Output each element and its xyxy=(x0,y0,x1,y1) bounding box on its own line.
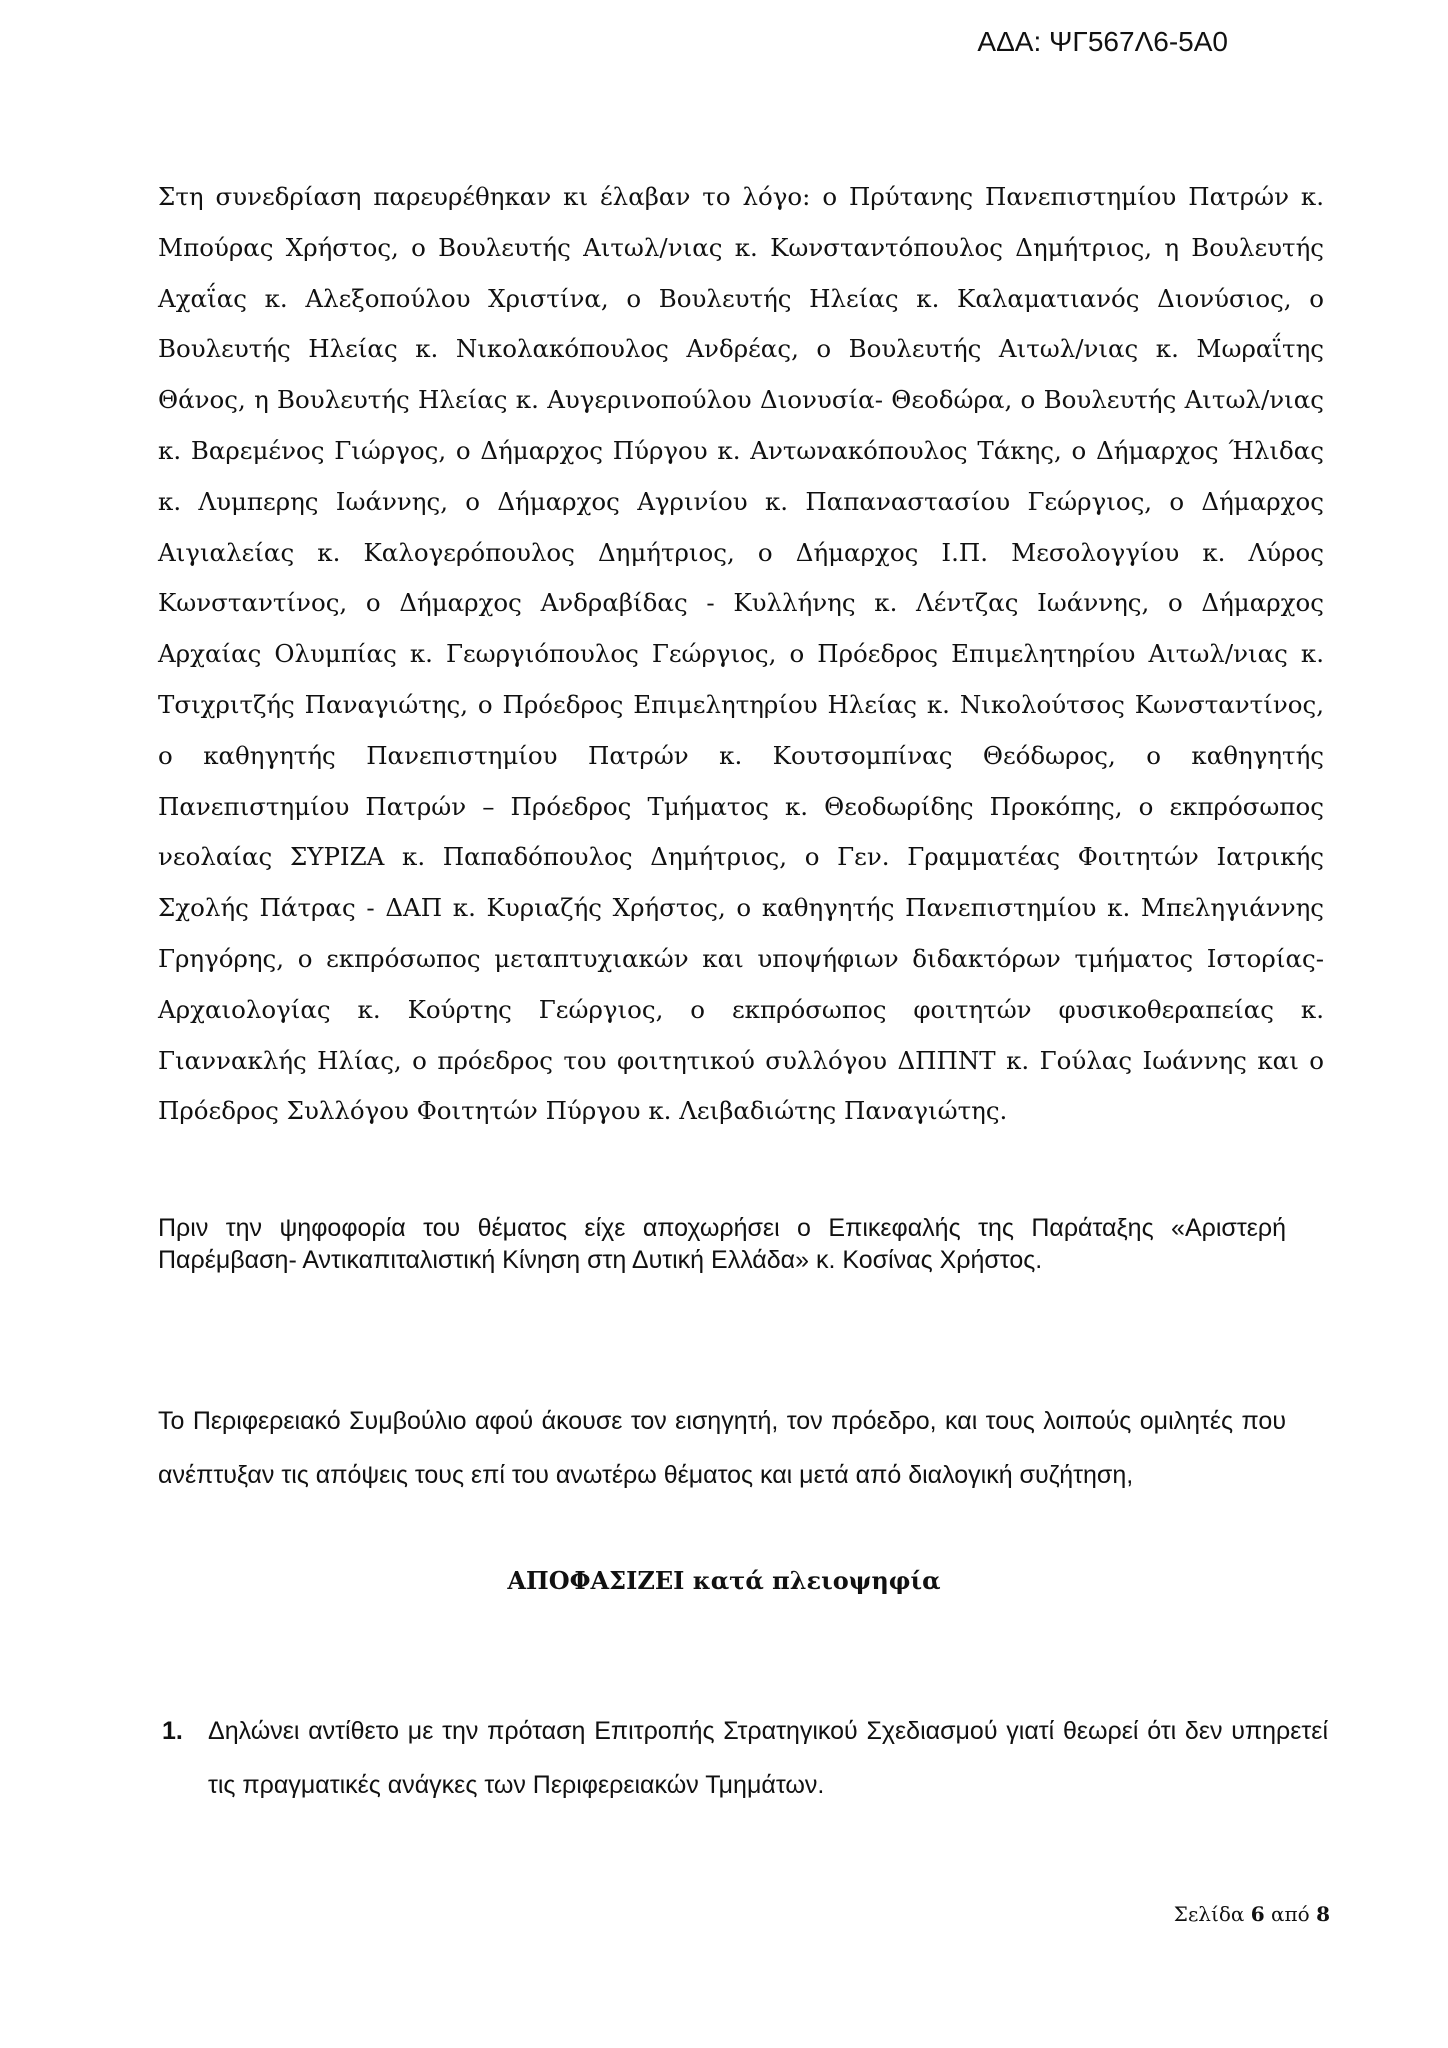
page-current: 6 xyxy=(1250,1902,1265,1926)
page-total: 8 xyxy=(1316,1902,1330,1926)
decision-item xyxy=(162,1704,1328,1812)
page-word: Σελίδα xyxy=(1173,1902,1245,1926)
ada-code: ΑΔΑ: ΨΓ567Λ6-5Α0 xyxy=(977,26,1228,57)
of-word: από xyxy=(1271,1902,1310,1926)
attendees-paragraph: Στη συνεδρίαση παρευρέθηκαν κι έλαβαν το λόγο: ο Πρύτανης Πανεπιστημίου Πατρών κ. Μπούρας Χρήστος, ο Βουλευτής Αιτωλ/νιας κ. Κωνσταντόπουλος Δημήτριος, η Βουλευτής Αχαΐας κ. Αλεξοπούλου Χριστίνα, ο Βουλευτής Ηλείας κ. Καλαματιανός Διονύσιος, ο Βουλευτής Ηλείας κ. Νικολακόπουλος Ανδρέας, ο Βουλευτής Αιτωλ/νιας κ. Μωραΐτης Θάνος, η Βουλευτής Ηλείας κ. Αυγερινοπούλου Διονυσία- Θεοδώρα, ο Βουλευτής Αιτωλ/νιας κ. Βαρεμένος Γιώργος, ο Δήμαρχος Πύργου κ. Αντωνακόπουλος Τάκης, ο Δήμαρχος Ήλιδας κ. Λυμπερης Ιωάννης, ο Δήμαρχος Αγρινίου κ. Παπαναστασίου Γεώργιος, ο Δήμαρχος Αιγιαλείας κ. Καλογερόπουλος Δημήτριος, ο Δήμαρχος Ι.Π. Μεσολογγίου κ. Λύρος Κωνσταντίνος, ο Δήμαρχος Ανδραβίδας - Κυλλήνης κ. Λέντζας Ιωάννης, ο Δήμαρχος Αρχαίας Ολυμπίας κ. Γεωργιόπουλος Γεώργιος, ο Πρόεδρος Επιμελητηρίου Αιτωλ/νιας κ. Τσιχριτζής Παναγιώτης, ο Πρόεδρος Επιμελητηρίου Ηλείας κ. Νικολούτσος Κωνσταντίνος, ο καθηγητής Πανεπιστημίου Πατρών κ. Κουτσομπίνας Θεόδωρος, ο καθηγητής Πανεπιστημίου Πατρών – Πρόεδρος Τμήματος κ. Θεοδωρίδης Προκόπης, ο εκπρόσωπος νεολαίας ΣΥΡΙΖΑ κ. Παπαδόπουλος Δημήτριος, ο Γεν. Γραμματέας Φοιτητών Ιατρικής Σχολής Πάτρας - ΔΑΠ κ. Κυριαζής Χρήστος, ο καθηγητής Πανεπιστημίου κ. Μπεληγιάννης Γρηγόρης, ο εκπρόσωπος μεταπτυχιακών και υποψήφιων διδακτόρων τμήματος Ιστορίας- Αρχαιολογίας κ. Κούρτης Γεώργιος, ο εκπρόσωπος φοιτητών φυσικοθεραπείας κ. Γιαννακλής Ηλίας, ο πρόεδρος του φοιτητικού συλλόγου ΔΠΠΝΤ κ. Γούλας Ιωάννης και ο Πρόεδρος Συλλόγου Φοιτητών Πύργου κ. Λειβαδιώτης Παναγιώτης. xyxy=(158,182,1324,1126)
page-footer xyxy=(1174,1902,1330,1926)
decision-item-number: 1. xyxy=(162,1717,183,1745)
decision-item-text: Δηλώνει αντίθετο με την πρόταση Επιτροπής Στρατηγικού Σχεδιασμού γιατί θεωρεί ότι δεν υπηρετεί τις πραγματικές ανάγκες των Περιφερειακών Τμημάτων. xyxy=(208,1717,1328,1799)
council-paragraph: Το Περιφερειακό Συμβούλιο αφού άκουσε τον εισηγητή, τον πρόεδρο, και τους λοιπούς ομιλητές που ανέπτυξαν τις απόψεις τους επί του ανωτέρω θέματος και μετά από διαλογική συζήτηση, xyxy=(158,1407,1286,1489)
decision-heading: ΑΠΟΦΑΣΙΖΕΙ κατά πλειοψηφία xyxy=(507,1566,941,1595)
withdrawal-paragraph: Πριν την ψηφοφορία του θέματος είχε αποχωρήσει ο Επικεφαλής της Παράταξης «Αριστερή Παρέμβαση- Αντικαπιταλιστική Κίνηση στη Δυτική Ελλάδα» κ. Κοσίνας Χρήστος. xyxy=(158,1214,1286,1274)
